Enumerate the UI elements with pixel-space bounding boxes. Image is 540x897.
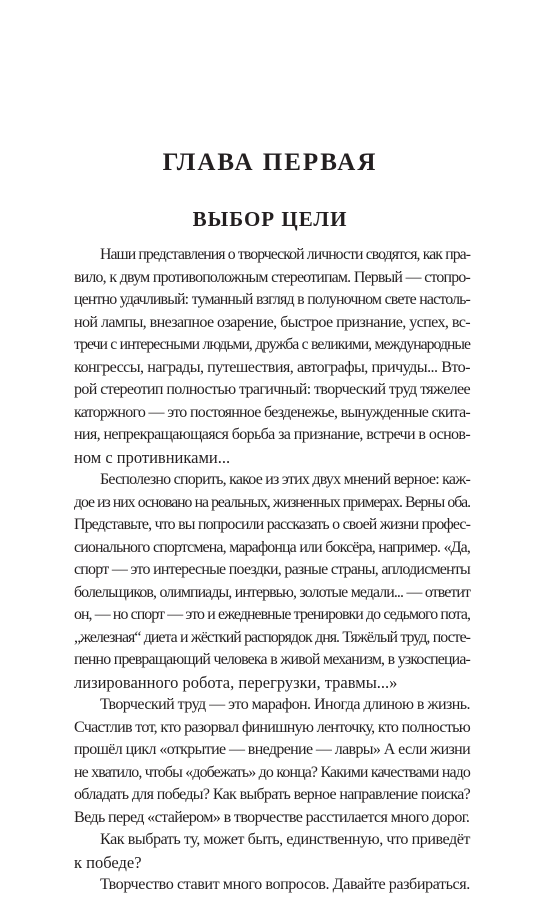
- text-line: прошёл цикл «открытие — внедрение — лавры» А если жизни: [74, 741, 470, 758]
- text-line: к победе?: [74, 852, 142, 872]
- body-text: [74, 244, 470, 897]
- text-line: Как выбрать ту, может быть, единственную, что приведёт: [100, 831, 470, 848]
- text-line: лизированного робота, перегрузки, травмы...»: [74, 672, 398, 692]
- text-line: Ведь перед «стайером» в творчестве расстилается много дорог.: [74, 808, 470, 826]
- text-line: болельщиков, олимпиады, интервью, золотые медали... — ответит: [74, 583, 470, 601]
- text-line: тречи с интересными людьми, дружба с великими, международные: [74, 336, 470, 353]
- text-line: Творческий труд — это марафон. Иногда длиною в жизнь.: [100, 696, 470, 713]
- text-line: спорт — это интересные поездки, разные страны, аплодисменты: [74, 561, 470, 578]
- paragraph: [74, 469, 470, 694]
- paragraph: [74, 694, 470, 829]
- text-line: не хватило, чтобы «добежать» до конца? Какими качествами надо: [74, 763, 470, 781]
- text-line: сионального спортсмена, марафонца или боксёра, например. «Да,: [74, 538, 470, 556]
- text-line: Творчество ставит много вопросов. Давайте разбираться.: [100, 876, 470, 893]
- text-line: Представьте, что вы попросили рассказать о своей жизни профес-: [74, 516, 470, 533]
- text-line: рой стереотип полностью трагичный: творческий труд тяжелее: [74, 381, 470, 398]
- text-line: он, — но спорт — это и ежедневные тренировки до седьмого пота,: [74, 606, 470, 623]
- text-line: конгрессы, награды, путешествия, автографы, причуды... Вто-: [74, 358, 470, 376]
- chapter-title: ГЛАВА ПЕРВАЯ: [162, 149, 378, 176]
- text-line: Счастлив тот, кто разорвал финишную ленточку, кто полностью: [74, 718, 470, 736]
- text-line: ном с противниками...: [74, 447, 231, 467]
- text-line: Наши представления о творческой личности сводятся, как пра-: [100, 246, 470, 263]
- text-line: „железная“ диета и жёсткий распорядок дня. Тяжёлый труд, посте-: [74, 628, 470, 646]
- paragraph: [74, 829, 470, 874]
- text-line: каторжного — это постоянное безденежье, вынужденные скита-: [74, 403, 470, 421]
- paragraph: [74, 874, 470, 897]
- text-line: дое из них основано на реальных, жизненных примерах. Верны оба.: [74, 493, 470, 511]
- text-line: пенно превращающий человека в живой механизм, в узкоспециа-: [74, 651, 470, 668]
- text-line: Бесполезно спорить, какое из этих двух мнений верное: каж-: [100, 471, 470, 488]
- text-line: вило, к двум противоположным стереотипам. Первый — стопро-: [74, 268, 470, 286]
- paragraph: [74, 244, 470, 469]
- section-title: ВЫБОР ЦЕЛИ: [192, 207, 348, 231]
- text-line: обладать для победы? Как выбрать верное направление поиска?: [74, 786, 470, 803]
- text-line: ной лампы, внезапное озарение, быстрое признание, успех, вс-: [74, 313, 470, 331]
- text-line: центно удачливый: туманный взгляд в полуночном свете настоль-: [74, 291, 470, 308]
- text-line: ния, непрекращающаяся борьба за признание, встречи в основ-: [74, 426, 470, 443]
